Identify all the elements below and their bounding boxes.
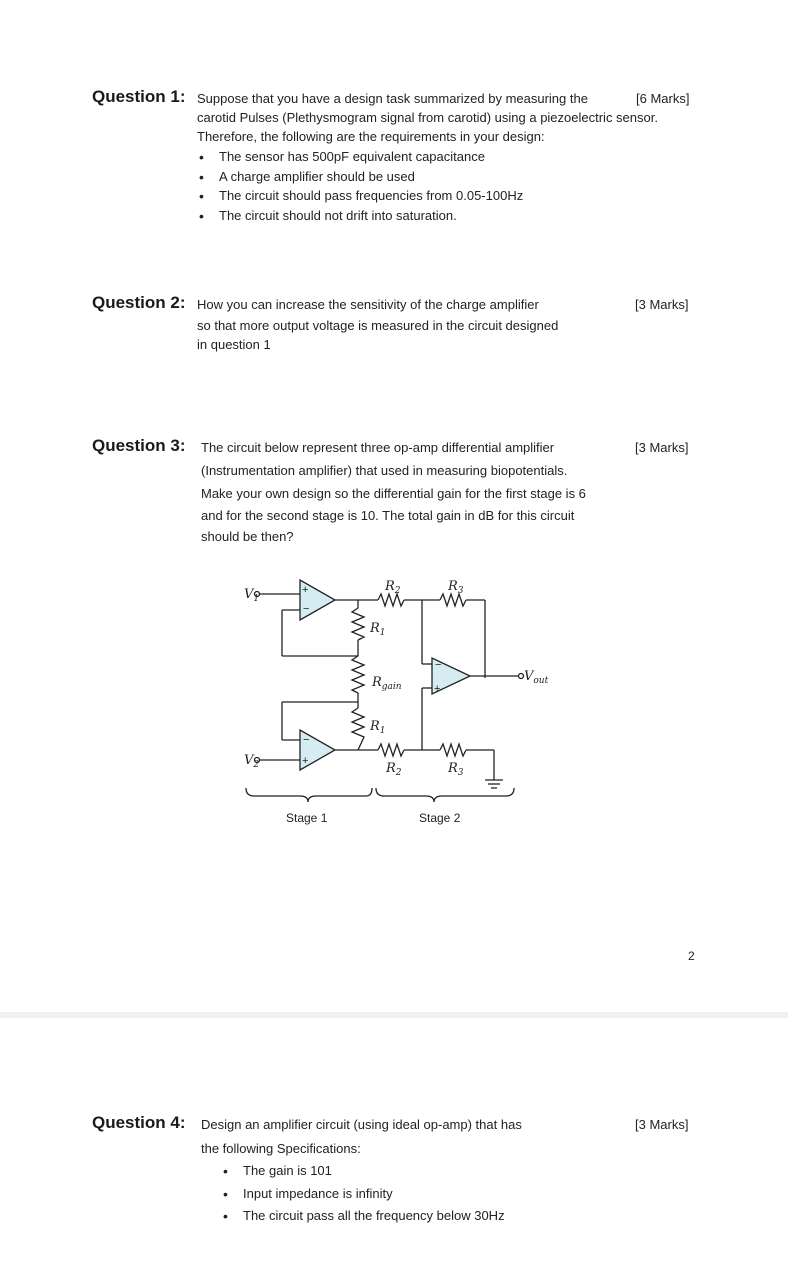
label-r1-top: R [370,621,380,636]
svg-text:R3: $R_3$ [448,579,464,596]
q2-line-1: How you can increase the sensitivity of the charge amplifier [197,297,539,312]
svg-text:Rgain: $R_{gain}$ [372,675,402,692]
q1-bullet-3: • The circuit should pass frequencies from 0.05-100Hz [197,188,523,208]
stage-1-label: Stage 1 [286,811,328,825]
q1-line-1: Suppose that you have a design task summarized by measuring the [197,91,588,106]
svg-text:R1: $R_1$ [370,621,386,638]
q1-bullet-list [197,149,523,227]
q3-line-2: (Instrumentation amplifier) that used in measuring biopotentials. [201,463,568,478]
label-rgain: R [372,675,382,690]
q1-bullet-4: • The circuit should not drift into saturation. [197,208,523,228]
q2-heading: Question 2: [92,293,186,312]
stage-2-label: Stage 2 [419,811,461,825]
q3-line-4: and for the second stage is 10. The total gain in dB for this circuit [201,508,575,523]
label-v2: V [244,753,254,768]
svg-text:−: − [303,603,310,615]
q4-bullet-1: • The gain is 101 [221,1163,505,1186]
q4-bullet-3: • The circuit pass all the frequency below 30Hz [221,1208,505,1231]
resistor-r3-bottom [440,744,466,756]
resistor-rgain [352,656,364,693]
label-vout: V [524,669,534,684]
svg-text:R2: $R_2$ [386,761,402,778]
q1-line-2: carotid Pulses (Plethysmogram signal from carotid) using a piezoelectric sensor. [197,110,658,125]
label-r3-top: R [448,579,458,594]
q4-marks: [3 Marks] [635,1117,689,1132]
svg-text:V1: $V_1$ [244,587,260,604]
svg-text:R3: $R_3$ [448,761,464,778]
q4-line-2: the following Specifications: [201,1141,361,1156]
q2-line-3: in question 1 [197,337,271,352]
q1-line-3: Therefore, the following are the requirements in your design: [197,129,545,144]
instrumentation-amplifier-circuit [230,570,550,840]
q2-marks: [3 Marks] [635,297,689,312]
label-r2-bottom: R [386,761,396,776]
svg-text:−: − [303,734,310,746]
q4-bullet-2: • Input impedance is infinity [221,1186,505,1209]
svg-text:Vout: $V_{out}$ [524,669,549,686]
svg-text:+: + [434,683,441,695]
svg-text:+: + [302,584,309,596]
q3-line-1: The circuit below represent three op-amp differential amplifier [201,440,555,455]
q4-bullet-list [221,1163,505,1231]
q1-heading: Question 1: [92,87,186,106]
label-r3-bottom: R [448,761,458,776]
q3-line-3: Make your own design so the differential gain for the first stage is 6 [201,486,586,501]
q2-line-2: so that more output voltage is measured in the circuit designed [197,318,559,333]
q4-heading: Question 4: [92,1113,186,1132]
q4-line-1: Design an amplifier circuit (using ideal op-amp) that has [201,1117,522,1132]
label-r1-bottom: R [370,719,380,734]
q1-bullet-1: • The sensor has 500pF equivalent capacitance [197,149,523,169]
label-v1: V [244,587,254,602]
svg-text:+: + [302,755,309,767]
page-separator [0,1012,788,1018]
q1-marks: [6 Marks] [636,91,690,106]
resistor-r1-top [352,608,364,640]
svg-text:V2: $V_2$ [244,753,260,770]
q3-line-5: should be then? [201,529,294,544]
svg-text:R2: $R_2$ [385,579,401,596]
resistor-r2-bottom [378,744,404,756]
q3-heading: Question 3: [92,436,186,455]
svg-text:−: − [435,659,442,671]
q1-bullet-2: • A charge amplifier should be used [197,169,523,189]
label-r2-top: R [385,579,395,594]
page-number: 2 [688,949,695,963]
svg-text:R1: $R_1$ [370,719,386,736]
q3-marks: [3 Marks] [635,440,689,455]
resistor-r1-bottom [352,708,364,750]
